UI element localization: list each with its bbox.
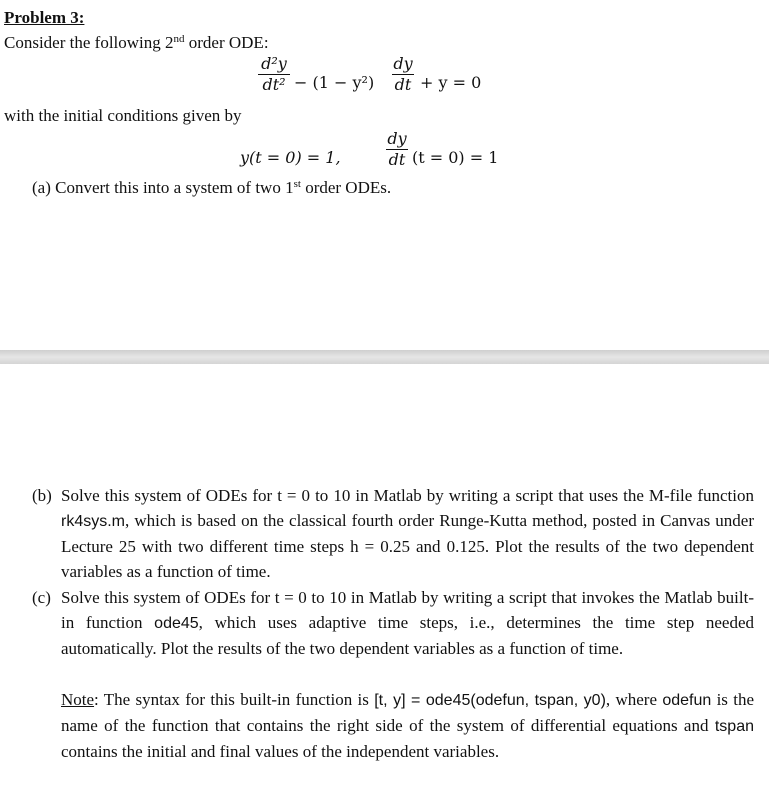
part-a-before: Convert this into a system of two 1 xyxy=(55,178,294,197)
ode-middle-term: − (1 − y²) xyxy=(294,73,375,92)
part-b-body xyxy=(32,483,754,584)
intro-after: order ODE: xyxy=(184,33,269,52)
ode-tail: + y = 0 xyxy=(420,73,482,92)
ic-dt-denominator: dt xyxy=(388,150,406,169)
note-code-1: [t, y] = ode45(odefun, tspan, y0) xyxy=(374,692,606,709)
d2y-fraction xyxy=(258,55,290,94)
part-a-label: (a) xyxy=(32,178,51,197)
ic-dy-numerator: dy xyxy=(387,129,407,148)
part-a-sup: st xyxy=(293,178,301,190)
intro-before: Consider the following 2 xyxy=(4,33,174,52)
note-label: Note xyxy=(61,690,95,709)
part-c-label: (c) xyxy=(32,588,51,607)
part-c-text-1: Solve this system of ODEs for t = 0 to 10 in Matlab by writing a script that invokes the Matlab built-in function xyxy=(61,588,754,632)
dt2-denominator: dt² xyxy=(262,75,286,94)
d2y-numerator: d²y xyxy=(261,54,287,73)
problem-title: Problem 3: xyxy=(4,8,85,27)
ic-dy-dt-fraction xyxy=(386,130,408,169)
dy-numerator: dy xyxy=(393,54,413,73)
part-b xyxy=(32,483,754,584)
part-c-text-2: , which uses adaptive time steps, i.e., determines the time step needed automatically. Plot the results of the two dependent variables as a function of time. xyxy=(61,613,754,658)
note-paragraph xyxy=(32,687,754,764)
note-text-4: contains the initial and final values of the independent variables. xyxy=(61,742,500,761)
ic-second: (t = 0) = 1 xyxy=(412,148,499,167)
ic-intro: with the initial conditions given by xyxy=(4,106,242,125)
note-body xyxy=(32,687,754,764)
note-code-3: tspan xyxy=(714,718,754,735)
dy-dt-fraction xyxy=(392,55,414,94)
note-code-2: odefun xyxy=(662,692,712,709)
part-c-body xyxy=(32,585,754,661)
part-c xyxy=(32,585,754,661)
part-c-code: ode45 xyxy=(154,615,199,632)
part-b-code: rk4sys.m xyxy=(61,513,125,530)
dt-denominator: dt xyxy=(394,75,412,94)
note-text-1: : The syntax for this built-in function is xyxy=(94,690,375,709)
page-separator xyxy=(0,350,769,364)
intro-text xyxy=(4,33,269,53)
part-b-label: (b) xyxy=(32,486,52,505)
ic-first: y(t = 0) = 1, xyxy=(240,148,341,167)
note-text-3: is the name of the function that contains the right side of the system of differential equations and xyxy=(61,690,754,735)
part-b-text-1: Solve this system of ODEs for t = 0 to 10 in Matlab by writing a script that uses the M-file function xyxy=(61,486,754,505)
part-b-text-2: , which is based on the classical fourth order Runge-Kutta method, posted in Canvas under Lecture 25 with two different time steps h = 0.25 and 0.125. Plot the results of the two dependent variables as a function of time. xyxy=(61,511,754,581)
note-text-2: , where xyxy=(605,690,663,709)
part-a xyxy=(32,178,391,198)
intro-sup: nd xyxy=(173,33,185,45)
part-a-after: order ODEs. xyxy=(300,178,392,197)
